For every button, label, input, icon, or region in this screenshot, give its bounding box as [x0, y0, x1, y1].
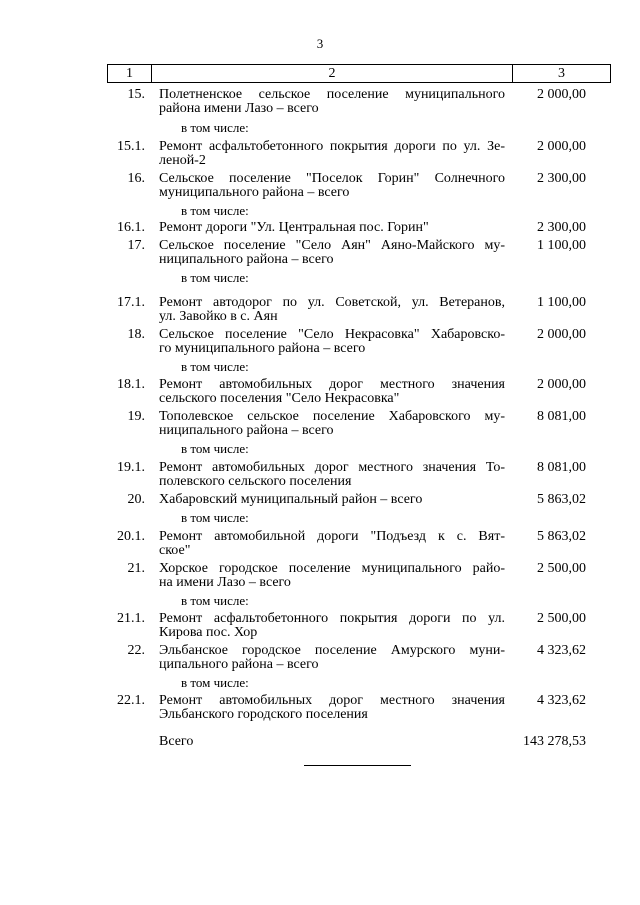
row-number: 21.: [127, 561, 145, 576]
row-description: [159, 140, 505, 168]
row-amount: 2 000,00: [537, 139, 586, 154]
row-number: 16.: [127, 171, 145, 186]
description-line: ское": [159, 543, 191, 558]
description-line: Хабаровский муниципальный район – всего: [159, 492, 423, 507]
end-divider: [304, 765, 411, 766]
description-line: на имени Лазо – всего: [159, 575, 291, 590]
description-line: Ремонт автомобильной дороги "Подъезд к с. Вят-: [159, 529, 505, 544]
row-amount: 1 100,00: [537, 295, 586, 310]
row-number: 18.1.: [117, 377, 145, 392]
row-number: 17.1.: [117, 295, 145, 310]
row-amount: 5 863,02: [537, 492, 586, 507]
row-description: [159, 172, 505, 200]
description-line: муниципального района – всего: [159, 185, 350, 200]
row-description: [159, 410, 505, 438]
row-description: [159, 88, 505, 116]
row-amount: 2 000,00: [537, 327, 586, 342]
subheading-text: в том числе:: [181, 593, 249, 608]
row-amount: 2 000,00: [537, 377, 586, 392]
description-line: ниципального района – всего: [159, 252, 334, 267]
subheading-text: в том числе:: [181, 510, 249, 525]
row-description: [159, 694, 505, 722]
row-number: 19.: [127, 409, 145, 424]
subheading-text: в том числе:: [181, 441, 249, 456]
total-label: Всего: [159, 734, 194, 749]
row-amount: 8 081,00: [537, 460, 586, 475]
row-number: 18.: [127, 327, 145, 342]
description-line: го муниципального района – всего: [159, 341, 366, 356]
subheading-text: в том числе:: [181, 203, 249, 218]
description-line: ниципального района – всего: [159, 423, 334, 438]
description-line: Хорское городское поселение муниципального райо-: [159, 561, 505, 576]
row-number: 19.1.: [117, 460, 145, 475]
row-number: 20.: [127, 492, 145, 507]
row-amount: 5 863,02: [537, 529, 586, 544]
description-line: Ремонт дороги "Ул. Центральная пос. Горин": [159, 220, 429, 235]
row-amount: 1 100,00: [537, 238, 586, 253]
row-number: 20.1.: [117, 529, 145, 544]
description-line: ципального района – всего: [159, 657, 319, 672]
row-number: 22.: [127, 643, 145, 658]
description-line: Сельское поселение "Поселок Горин" Солнечного: [159, 171, 505, 186]
description-line: ул. Завойко в с. Аян: [159, 309, 278, 324]
row-description: [159, 612, 505, 640]
description-line: Эльбанского городского поселения: [159, 707, 368, 722]
row-amount: 4 323,62: [537, 693, 586, 708]
description-line: района имени Лазо – всего: [159, 101, 319, 116]
row-number: 22.1.: [117, 693, 145, 708]
row-description: [159, 493, 505, 507]
row-amount: 2 300,00: [537, 220, 586, 235]
header-col-3: 3: [558, 65, 565, 81]
row-description: [159, 461, 505, 489]
table-header: [107, 64, 611, 83]
row-amount: 2 500,00: [537, 561, 586, 576]
header-col-1: 1: [108, 65, 152, 82]
description-line: сельского поселения "Село Некрасовка": [159, 391, 400, 406]
row-description: [159, 221, 505, 235]
page-number: 3: [316, 36, 324, 51]
description-line: Кирова пос. Хор: [159, 625, 258, 640]
description-line: Ремонт автомобильных дорог местного значения: [159, 693, 505, 708]
row-number: 15.: [127, 87, 145, 102]
row-amount: 2 000,00: [537, 87, 586, 102]
row-amount: 2 500,00: [537, 611, 586, 626]
subheading-text: в том числе:: [181, 120, 249, 135]
row-description: [159, 296, 505, 324]
subheading-text: в том числе:: [181, 675, 249, 690]
description-line: Сельское поселение "Село Некрасовка" Хабаровско-: [159, 327, 505, 342]
description-line: Полетненское сельское поселение муниципального: [159, 87, 505, 102]
description-line: леной-2: [159, 153, 206, 168]
row-number: 16.1.: [117, 220, 145, 235]
row-description: [159, 530, 505, 558]
description-line: Ремонт асфальтобетонного покрытия дороги по ул. Зе-: [159, 139, 505, 154]
description-line: Эльбанское городское поселение Амурского муни-: [159, 643, 505, 658]
description-line: полевского сельского поселения: [159, 474, 352, 489]
row-description: [159, 328, 505, 356]
subheading-text: в том числе:: [181, 359, 249, 374]
description-line: Ремонт автодорог по ул. Советской, ул. Ветеранов,: [159, 295, 505, 310]
description-line: Ремонт автомобильных дорог местного значения То-: [159, 460, 505, 475]
row-description: [159, 562, 505, 590]
description-line: Ремонт автомобильных дорог местного значения: [159, 377, 505, 392]
row-amount: 4 323,62: [537, 643, 586, 658]
row-description: [159, 239, 505, 267]
subheading-text: в том числе:: [181, 270, 249, 285]
description-line: Ремонт асфальтобетонного покрытия дороги по ул.: [159, 611, 505, 626]
row-amount: 2 300,00: [537, 171, 586, 186]
row-amount: 8 081,00: [537, 409, 586, 424]
description-line: Сельское поселение "Село Аян" Аяно-Майского му-: [159, 238, 505, 253]
row-description: [159, 644, 505, 672]
description-line: Тополевское сельское поселение Хабаровского му-: [159, 409, 505, 424]
row-number: 21.1.: [117, 611, 145, 626]
total-amount: 143 278,53: [523, 734, 586, 749]
header-col-2: 2: [152, 65, 513, 82]
row-description: [159, 378, 505, 406]
row-number: 17.: [127, 238, 145, 253]
row-number: 15.1.: [117, 139, 145, 154]
